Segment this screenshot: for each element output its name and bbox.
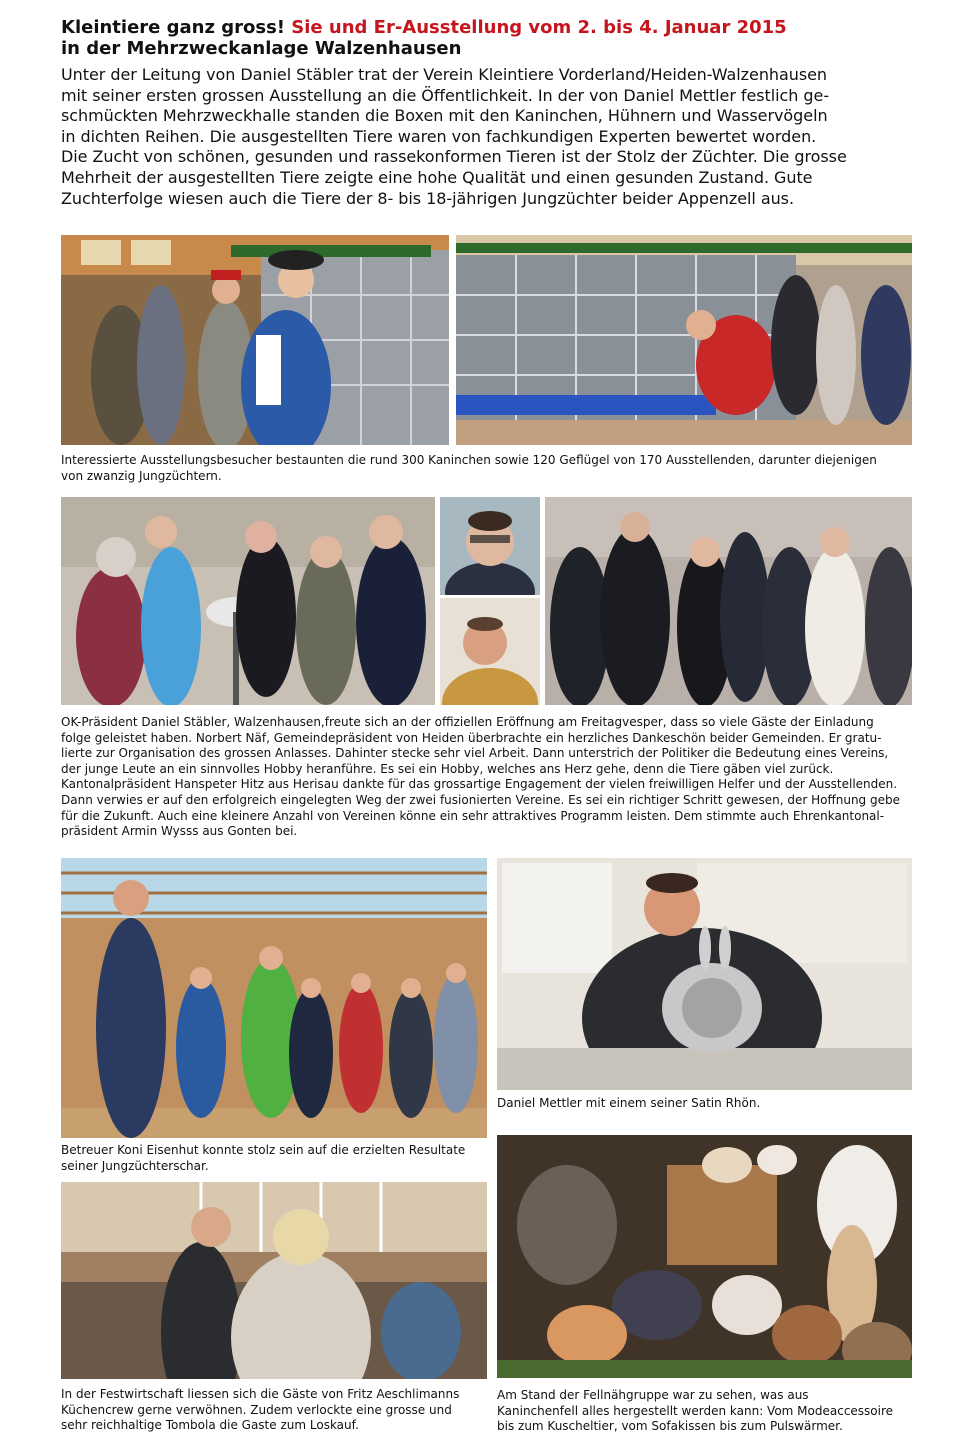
- caption-line: Kaninchenfell alles hergestellt werden kann: Vom Modeaccessoire: [497, 1403, 894, 1418]
- caption-line: bis zum Kuscheltier, vom Sofakissen bis zum Pulswärmer.: [497, 1419, 843, 1434]
- intro-line: schmückten Mehrzweckhalle standen die Boxen mit den Kaninchen, Hühnern und Wasservögeln: [61, 106, 828, 126]
- caption-line: Betreuer Koni Eisenhut konnte stolz sein auf die erzielten Resultate: [61, 1143, 466, 1157]
- intro-line: Unter der Leitung von Daniel Stäbler trat der Verein Kleintiere Vorderland/Heiden-Walzenhausen: [61, 65, 828, 84]
- caption-fell: [497, 1388, 927, 1435]
- caption-line: präsident Armin Wysss aus Gonten bei.: [61, 824, 298, 839]
- caption-line: Kantonalpräsident Hanspeter Hitz aus Herisau dankte für das grossartige Engagement der vielen freiwilligen Helfer und der Ausstellenden.: [61, 777, 898, 792]
- headline-title: Kleintiere ganz gross!: [61, 17, 292, 38]
- intro-paragraph: [61, 65, 941, 209]
- caption-line: In der Festwirtschaft liessen sich die Gäste von Fritz Aeschlimanns: [61, 1387, 460, 1401]
- photo-portrait-top: [440, 497, 540, 595]
- photo-opening-guests: [61, 497, 435, 705]
- intro-line: Die Zucht von schönen, gesunden und rassekonformen Tieren ist der Stolz der Züchter. Die grosse: [61, 147, 847, 167]
- caption-line: folge geleistet haben. Norbert Näf, Gemeindepräsident von Heiden überbrachte ein herzliches Dankeschön beider Gemeinden. Er gratu-: [61, 730, 882, 745]
- caption-line: der junge Leute an ein sinnvolles Hobby heranführe. Es sei ein Hobby, welches ans Herz gehe, denn die Tiere gäben viel zurück.: [61, 761, 834, 776]
- intro-line: mit seiner ersten grossen Ausstellung an die Öffentlichkeit. In der von Daniel Mettler festlich ge-: [61, 85, 830, 105]
- caption-festwirtschaft: [61, 1387, 487, 1434]
- caption-line: seiner Jungzüchterschar.: [61, 1158, 209, 1173]
- caption-line: lierte zur Organisation des grossen Anlasses. Dahinter stecke sehr viel Arbeit. Dann unterstrich der Politiker die Bedeutung eines Vereins,: [61, 746, 889, 761]
- photo-opening-crowd: [545, 497, 912, 705]
- photo-portrait-bottom: [440, 598, 540, 705]
- caption-line: Am Stand der Fellnähgruppe war zu sehen, was aus: [497, 1388, 809, 1402]
- photo-visitors-right: [456, 235, 912, 445]
- headline: [61, 17, 941, 59]
- caption-opening: [61, 715, 941, 840]
- caption-line: OK-Präsident Daniel Stäbler, Walzenhausen,freute sich an der offiziellen Eröffnung am Freitagvesper, dass so viele Gäste der Einladung: [61, 715, 874, 729]
- photo-youth-breeders: [61, 858, 487, 1138]
- photo-mettler-rabbit: [497, 858, 912, 1090]
- caption-line: Daniel Mettler mit einem seiner Satin Rhön.: [497, 1096, 761, 1110]
- caption-line: Interessierte Ausstellungsbesucher bestaunten die rund 300 Kaninchen sowie 120 Geflügel von 170 Ausstellenden, darunter diejenigen: [61, 453, 877, 467]
- photo-festwirtschaft: [61, 1182, 487, 1379]
- intro-line: in dichten Reihen. Die ausgestellten Tiere waren von fachkundigen Experten bewertet worden.: [61, 126, 817, 146]
- caption-line: sehr reichhaltige Tombola die Gaste zum Loskauf.: [61, 1418, 359, 1433]
- photo-fellnaehgruppe: [497, 1135, 912, 1378]
- caption-visitors: [61, 453, 931, 484]
- photo-visitors-left: [61, 235, 449, 445]
- intro-line: Zuchterfolge wiesen auch die Tiere der 8- bis 18-jährigen Jungzüchter beider Appenzell aus.: [61, 188, 794, 208]
- caption-line: Küchencrew gerne verwöhnen. Zudem verlockte eine grosse und: [61, 1402, 452, 1417]
- headline-subtitle: Sie und Er-Ausstellung vom 2. bis 4. Januar 2015: [291, 17, 787, 38]
- caption-mettler: [497, 1096, 912, 1112]
- caption-line: von zwanzig Jungzüchtern.: [61, 468, 222, 483]
- caption-youth: [61, 1143, 487, 1174]
- headline-location: in der Mehrzweckanlage Walzenhausen: [61, 38, 462, 59]
- caption-line: Dann verwies er auf den erfolgreich eingelegten Weg der zwei fusionierten Vereine. Es sei ein richtiger Schritt gewesen, der Hoffnung gebe: [61, 792, 900, 807]
- caption-line: für die Zukunft. Auch eine kleinere Anzahl von Vereinen könne ein sehr attraktives Programm leisten. Dem stimmte auch Ehrenkantonal-: [61, 808, 885, 823]
- intro-line: Mehrheit der ausgestellten Tiere zeigte eine hohe Qualität und einen gesunden Zustand. Gute: [61, 167, 813, 187]
